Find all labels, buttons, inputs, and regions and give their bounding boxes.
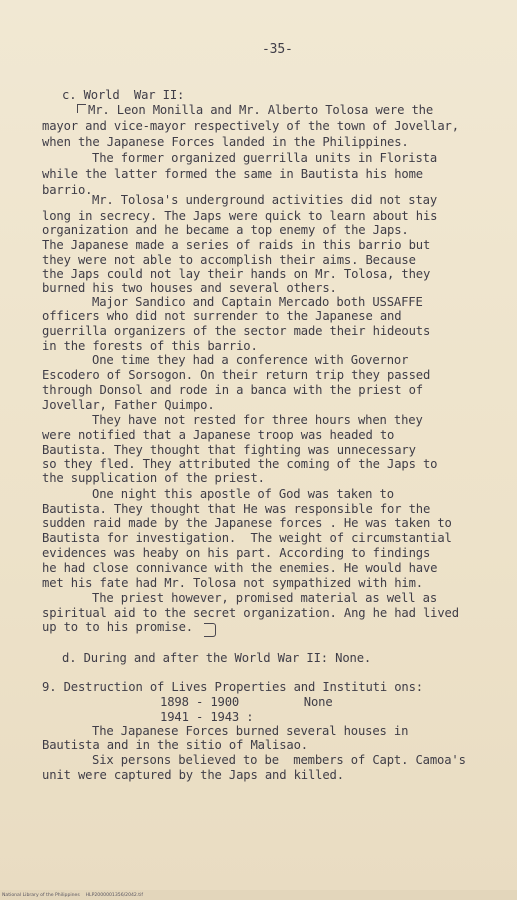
- text-line: burned his two houses and several others.: [42, 281, 337, 295]
- text-line: Mr. Leon Monilla and Mr. Alberto Tolosa were the: [88, 103, 433, 117]
- text-line: The Japanese Forces burned several houses in: [92, 724, 409, 738]
- page-number: -35-: [262, 42, 293, 57]
- text-line: One time they had a conference with Governor: [92, 353, 409, 367]
- text-line: Six persons believed to be members of Capt. Camoa's: [92, 753, 466, 767]
- text-line: The priest however, promised material as well as: [92, 591, 437, 605]
- text-line: Escodero of Sorsogon. On their return trip they passed: [42, 368, 431, 382]
- text-line: when the Japanese Forces landed in the Philippines.: [42, 135, 409, 149]
- text-line: so they fled. They attributed the coming of the Japs to: [42, 457, 438, 471]
- text-line: mayor and vice-mayor respectively of the town of Jovellar,: [42, 119, 459, 133]
- text-line: Major Sandico and Captain Mercado both USSAFFE: [92, 295, 423, 309]
- text-line: organization and he became a top enemy of the Japs.: [42, 223, 409, 237]
- text-line: The former organized guerrilla units in Florista: [92, 151, 437, 165]
- text-line: the Japs could not lay their hands on Mr. Tolosa, they: [42, 267, 431, 281]
- text-line: he had close connivance with the enemies. He would have: [42, 561, 438, 575]
- text-line: Jovellar, Father Quimpo.: [42, 398, 215, 412]
- text-line: were notified that a Japanese troop was headed to: [42, 428, 395, 442]
- text-line: in the forests of this barrio.: [42, 339, 258, 353]
- text-line: they were not able to accomplish their aims. Because: [42, 253, 416, 267]
- text-line: Bautista and in the sitio of Malisao.: [42, 738, 308, 752]
- text-line: Mr. Tolosa's underground activities did not stay: [92, 193, 437, 207]
- text-line: through Donsol and rode in a banca with the priest of: [42, 383, 423, 397]
- text-line: evidences was heaby on his part. According to findings: [42, 546, 431, 560]
- bracket-mark: [77, 104, 86, 105]
- text-line: officers who did not surrender to the Japanese and: [42, 309, 402, 323]
- text-line: guerrilla organizers of the sector made their hideouts: [42, 324, 431, 338]
- scan-footer-caption: National Library of the Philippines HLP2000001356/2042.tif: [2, 893, 144, 898]
- text-line: c. World War II:: [62, 88, 185, 102]
- text-line: Bautista. They thought that fighting was unnecessary: [42, 443, 416, 457]
- bracket-mark: [77, 104, 78, 113]
- text-line: One night this apostle of God was taken to: [92, 487, 394, 501]
- text-line: 9. Destruction of Lives Properties and Instituti ons:: [42, 680, 423, 694]
- text-line: long in secrecy. The Japs were quick to learn about his: [42, 209, 438, 223]
- text-line: unit were captured by the Japs and killed.: [42, 768, 344, 782]
- text-line: up to to his promise.: [42, 620, 193, 634]
- text-line: The Japanese made a series of raids in this barrio but: [42, 238, 431, 252]
- text-line: spiritual aid to the secret organization. Ang he had lived: [42, 606, 459, 620]
- text-line: met his fate had Mr. Tolosa not sympathized with him.: [42, 576, 423, 590]
- text-line: Bautista for investigation. The weight of circumstantial: [42, 531, 452, 545]
- text-line: Bautista. They thought that He was responsible for the: [42, 502, 431, 516]
- text-line: d. During and after the World War II: None.: [62, 651, 372, 665]
- text-line: barrio.: [42, 183, 93, 197]
- text-line: the supplication of the priest.: [42, 471, 265, 485]
- text-line: while the latter formed the same in Bautista his home: [42, 167, 423, 181]
- text-line: They have not rested for three hours when they: [92, 413, 423, 427]
- text-line: 1941 - 1943 :: [160, 710, 254, 724]
- text-line: 1898 - 1900 None: [160, 695, 333, 709]
- text-line: sudden raid made by the Japanese forces . He was taken to: [42, 516, 452, 530]
- bracket-mark: [204, 623, 216, 637]
